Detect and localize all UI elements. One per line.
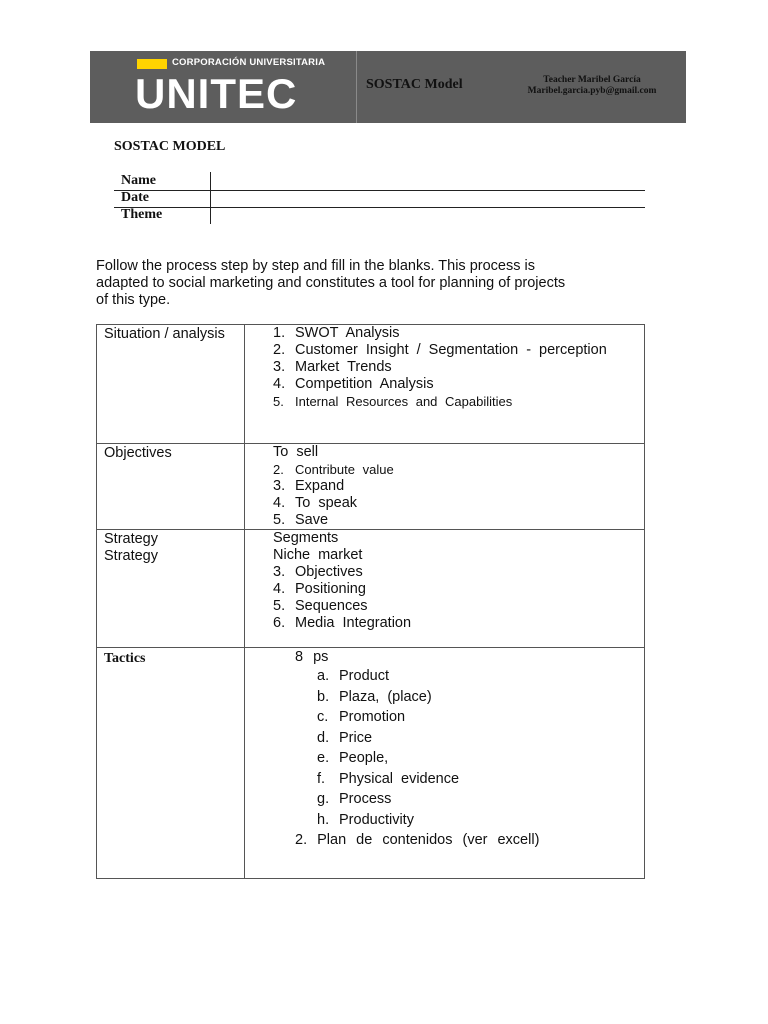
- list-item: 3. Expand: [273, 478, 345, 494]
- unitec-logo: [90, 51, 357, 123]
- content-tactics[interactable]: [245, 648, 645, 879]
- plan-item: 2. Plan de contenidos (ver excell): [295, 832, 540, 848]
- teacher-name: Teacher Maribel García: [543, 75, 641, 85]
- list-item: d. Price: [317, 729, 373, 746]
- table-row-objectives: [97, 444, 645, 530]
- content-situation[interactable]: [245, 325, 645, 444]
- teacher-email: Maribel.garcia.pyb@gmail.com: [527, 86, 657, 96]
- table-row-tactics: [97, 648, 645, 879]
- list-item: h. Productivity: [317, 811, 414, 828]
- content-strategy[interactable]: [245, 530, 645, 648]
- list-item: 5. Internal Resources and Capabilities: [273, 394, 513, 409]
- field-name-row[interactable]: [114, 172, 645, 189]
- list-item: 4. Positioning: [273, 581, 366, 597]
- label-strategy-1: Strategy: [104, 531, 158, 547]
- info-fields: [114, 172, 645, 223]
- label-strategy-2: Strategy: [104, 548, 158, 564]
- list-item: Niche market: [273, 547, 363, 563]
- document-title: SOSTAC MODEL: [114, 139, 226, 154]
- list-item: b. Plaza, (place): [317, 688, 432, 705]
- content-objectives[interactable]: [245, 444, 645, 530]
- field-label-date: Date: [121, 190, 149, 205]
- logo-accent-bar: [137, 59, 167, 69]
- list-item: 2. Customer Insight / Segmentation - perception: [273, 342, 607, 358]
- list-item: 4. Competition Analysis: [273, 376, 434, 392]
- list-item: c. Promotion: [317, 709, 406, 725]
- label-strategy: [97, 530, 245, 648]
- list-item: 2. Contribute value: [273, 462, 394, 477]
- list-item: To sell: [273, 444, 319, 460]
- list-item: e. People,: [317, 750, 389, 766]
- list-item: 5. Sequences: [273, 598, 368, 614]
- field-label-theme: Theme: [121, 207, 163, 222]
- table-row-situation: [97, 325, 645, 444]
- header-teacher-info: [502, 75, 682, 97]
- list-item: a. Product: [317, 668, 389, 684]
- header-model-title: SOSTAC Model: [366, 77, 463, 92]
- list-item: 6. Media Integration: [273, 615, 412, 631]
- list-item: Segments: [273, 530, 339, 546]
- label-tactics: [97, 648, 245, 879]
- table-row-strategy: [97, 530, 645, 648]
- field-theme-row[interactable]: [114, 206, 645, 223]
- sostac-table: [96, 324, 645, 879]
- logo-wordmark: UNITEC: [135, 70, 298, 117]
- field-label-name: Name: [121, 173, 156, 188]
- list-item: 1. SWOT Analysis: [273, 325, 400, 341]
- tactics-heading: 8 ps: [295, 649, 329, 665]
- list-item: 5. Save: [273, 512, 329, 528]
- label-tactics-text: Tactics: [104, 651, 146, 666]
- label-situation: Situation / analysis: [97, 325, 245, 444]
- list-item: 3. Objectives: [273, 564, 363, 580]
- logo-subtitle: CORPORACIÓN UNIVERSITARIA: [172, 57, 326, 68]
- field-date-row[interactable]: [114, 189, 645, 206]
- list-item: 4. To speak: [273, 495, 358, 511]
- intro-paragraph: Follow the process step by step and fill in the blanks. This process is adapted to social marketing and constitutes a tool for planning of projects of this type.: [96, 258, 566, 308]
- list-item: 3. Market Trends: [273, 359, 392, 375]
- label-objectives: Objectives: [97, 444, 245, 530]
- list-item: f. Physical evidence: [317, 770, 460, 787]
- list-item: g. Process: [317, 791, 392, 807]
- document-header: [90, 51, 686, 123]
